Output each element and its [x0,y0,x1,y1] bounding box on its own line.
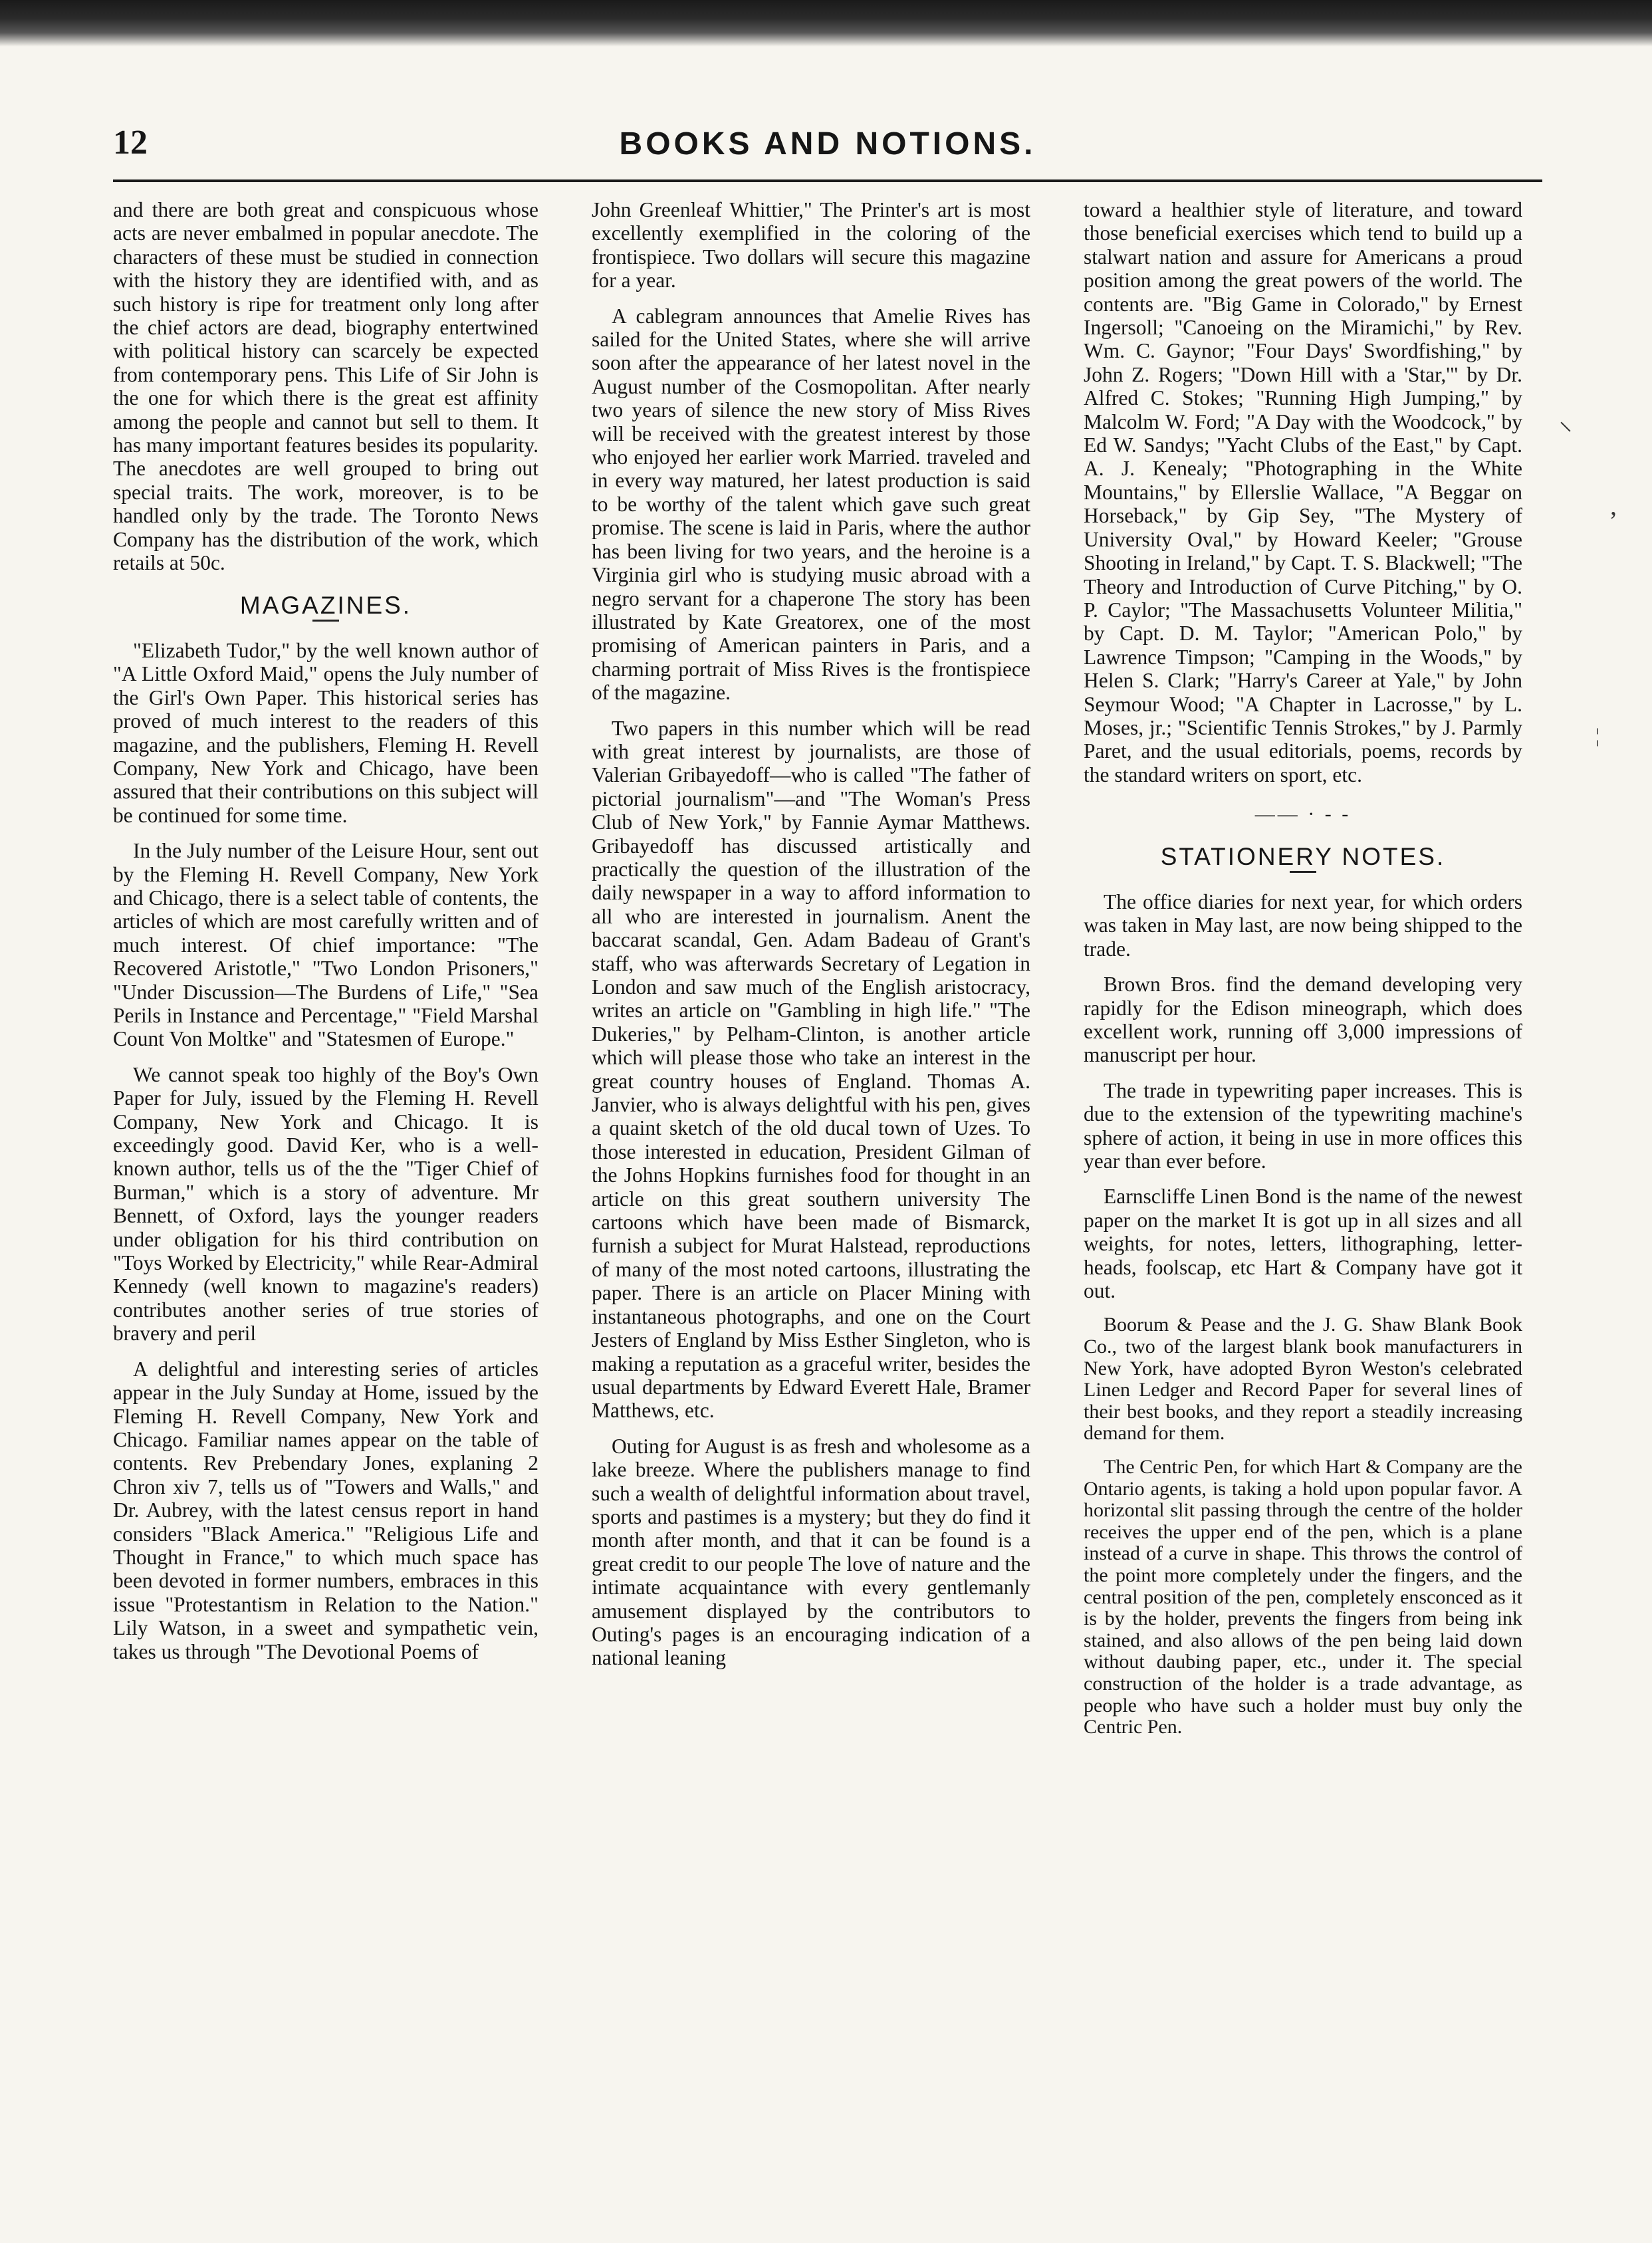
paragraph: The trade in typewriting paper increases. This is due to the extension of the typewriting machine's sphere of action, it being in use in more offices this year than ever before. [1084,1078,1522,1173]
scan-margin-mark: ¦ [1595,725,1600,747]
paragraph: Brown Bros. find the demand developing very rapidly for the Edison mineograph, which does excellent work, running off 3,000 impressions of manuscript per hour. [1084,973,1522,1067]
paragraph: "Elizabeth Tudor," by the well known author of "A Little Oxford Maid," opens the July number of the Girl's Own Paper. This historical series has proved of much interest to the readers of this magazine, and the publishers, Fleming H. Revell Company, New York and Chicago, have been assured that their contributions on this subject will be continued for some time. [113,638,538,827]
heading-dash [312,620,339,622]
paragraph: Earnscliffe Linen Bond is the name of the newest paper on the market It is got up in all sizes and all weights, for notes, letters, lithographing, letter-heads, foolscap, etc Hart & Company have got it out. [1084,1185,1522,1303]
paragraph: In the July number of the Leisure Hour, sent out by the Fleming H. Revell Company, New York and Chicago, there is a select table of contents, the articles of which are most carefully written and of much interest. Of chief importance: "The Recovered Aristotle," "Two London Prisoners," "Under Discussion—The Burdens of Life," "Sea Perils in Instance and Percentage," "Field Marshal Count Von Moltke" and "Statesmen of Europe." [113,839,538,1051]
scan-margin-mark: ⸌ [1559,417,1572,447]
paragraph: A delightful and interesting series of articles appear in the July Sunday at Home, issued by the Fleming H. Revell Company, New York and Chicago. Familiar names appear on the table of contents. Rev Prebendary Jones, explaning 2 Chron xiv 7, tells us of "Towers and Walls," and Dr. Aubrey, with the latest census report in hand considers "Black America." "Religious Life and Thought in France," to which much space has been devoted in former numbers, embraces in this issue "Protestantism in Relation to the Nation." Lily Watson, in a sweet and sympathetic vein, takes us through "The Devotional Poems of [113,1357,538,1663]
section-divider-ornament: —— · - - [1254,803,1352,826]
section-heading-magazines: MAGAZINES. [239,591,412,619]
paragraph: John Greenleaf Whittier," The Printer's art is most excellently exemplified in the coloring of the frontispiece. Two dollars will secure this magazine for a year. [592,198,1030,293]
paragraph: A cablegram announces that Amelie Rives has sailed for the United States, where she will arrive soon after the appearance of her latest novel in the August number of the Cosmopolitan. After nearly two years of silence the new story of Miss Rives will be received with the greatest interest by those who enjoyed her earlier work Married. traveled and in every way matured, her latest production is said to be worthy of the talent which gave such great promise. The scene is laid in Paris, where the author has been living for two years, and the heroine is a Virginia girl who is studying music abroad with a negro servant for a chaperone The story has been illustrated by Kate Greatorex, one of the most promising of American painters in Paris, and a charming portrait of Miss Rives is the frontispiece of the magazine. [592,304,1030,705]
paragraph: Outing for August is as fresh and wholesome as a lake breeze. Where the publishers manage to find such a wealth of delightful information about travel, sports and pastimes is a mystery; but they do find it month after month, and that it can be found is a great credit to our people The love of nature and the intimate acquaintance with every gentlemanly amusement displayed by the contributors to Outing's pages is an encouraging indication of a national leaning [592,1434,1030,1670]
running-title: BOOKS AND NOTIONS. [619,126,1036,162]
section-heading-stationery: STATIONERY NOTES. [1160,842,1446,870]
header-rule [113,179,1542,182]
heading-dash [1290,871,1316,873]
paragraph: The office diaries for next year, for which orders was taken in May last, are now being shipped to the trade. [1084,889,1522,961]
page-number: 12 [113,124,148,162]
paragraph: The Centric Pen, for which Hart & Company are the Ontario agents, is taking a hold upon popular favor. A horizontal slit passing through the centre of the holder receives the upper end of the pen, which is a plane instead of a curve in shape. This throws the control of the point more completely under the fingers, and the central position of the pen, completely ensconced as it is by the holder, prevents the fingers from being ink stained, and also allows of the pen being laid down without daubing paper, etc., under it. The special construction of the holder is a trade advantage, as people who have such a holder must buy only the Centric Pen. [1084,1456,1522,1738]
paragraph: and there are both great and conspicuous whose acts are never embalmed in popular anecdote. The characters of these must be studied in connection with the history they are identified with, and as such history is ripe for treatment only long after the chief actors are dead, biography entertwined with political history can scarcely be expected from contemporary pens. This Life of Sir John is the one for which there is the great est affinity among the people and cannot but sell to them. It has many important features besides its popularity. The anecdotes are well grouped to bring out special traits. The work, moreover, is to be handled only by the trade. The Toronto News Company has the distribution of the work, which retails at 50c. [113,198,538,575]
scan-top-edge [0,0,1652,47]
scan-margin-mark: ʼ [1609,506,1618,536]
column-2 [592,198,1030,1682]
paragraph: toward a healthier style of literature, and toward those beneficial exercises which tend to build up a stalwart nation and assure for Americans a proud position among the great powers of the world. The contents are. "Big Game in Colorado," by Ernest Ingersoll; "Canoeing on the Miramichi," by Rev. Wm. C. Gaynor; "Four Days' Swordfishing," by John Z. Rogers; "Down Hill with a 'Star,'" by Dr. Alfred C. Stokes; "Running High Jumping," by Malcolm W. Ford; "A Day with the Woodcock," by Ed W. Sandys; "Yacht Clubs of the East," by Capt. A. J. Kenealy; "Photographing in the White Mountains," by Ellerslie Wallace, "A Beggar on Horseback," by Gip Sey, "The Mystery of University Oval," by Howard Keeler; "Grouse Shooting in Ireland," by Capt. T. S. Blackwell; "The Theory and Introduction of Curve Pitching," by O. P. Caylor; "The Massachusetts Volunteer Militia," by Capt. D. M. Taylor; "American Polo," by Lawrence Timpson; "Camping in the Woods," by Helen S. Clark; "Harry's Career at Yale," by John Seymour Wood; "A Chapter in Lacrosse," by L. Moses, jr.; "Scientific Tennis Strokes," by J. Parmly Paret, and the usual editorials, poems, records by the standard writers on sport, etc. [1084,198,1522,786]
column-3 [1084,198,1522,1750]
paragraph: Two papers in this number which will be read with great interest by journalists, are those of Valerian Gribayedoff—who is called "The father of pictorial journalism"—and "The Woman's Press Club of New York," by Fannie Aymar Matthews. Gribayedoff has discussed artistically and practically the question of the illustration of the daily newspaper in a way to afford information to all who are interested in journalism. Anent the baccarat scandal, Gen. Adam Badeau of Grant's staff, who was afterwards Secretary of Legation in London and saw much of the English aristocracy, writes an article on "Gambling in high life." "The Dukeries," by Pelham-Clinton, is another article which will please those who take an interest in the great country houses of England. Thomas A. Janvier, who is always delightful with his pen, gives a quaint sketch of the old ducal town of Uzes. To those interested in education, President Gilman of the Johns Hopkins furnishes food for thought in an article on this great southern university The cartoons which have been made of Bismarck, furnish a subject for Murat Halstead, reproductions of many of the most noted cartoons, illustrating the paper. There is an article on Placer Mining with instantaneous photographs, and one on the Court Jesters of England by Miss Esther Singleton, who is making a reputation as a graceful writer, besides the usual departments by Edward Everett Hale, Bramer Matthews, etc. [592,716,1030,1423]
paragraph: We cannot speak too highly of the Boy's Own Paper for July, issued by the Fleming H. Revell Company, New York and Chicago. It is exceedingly good. David Ker, who is a well-known author, tells us of the the "Tiger Chief of Burman," which is a story of adventure. Mr Bennett, of Oxford, lays the younger readers under obligation for his third contribution on "Toys Worked by Electricity," while Rear-Admiral Kennedy (well known to magazine's readers) contributes another series of true stories of bravery and peril [113,1062,538,1346]
page-header [113,123,1542,176]
column-1 [113,198,538,1675]
paragraph: Boorum & Pease and the J. G. Shaw Blank Book Co., two of the largest blank book manufacturers in New York, have adopted Byron Weston's celebrated Linen Ledger and Record Paper for several lines of their best books, and they report a steadily increasing demand for them. [1084,1314,1522,1445]
